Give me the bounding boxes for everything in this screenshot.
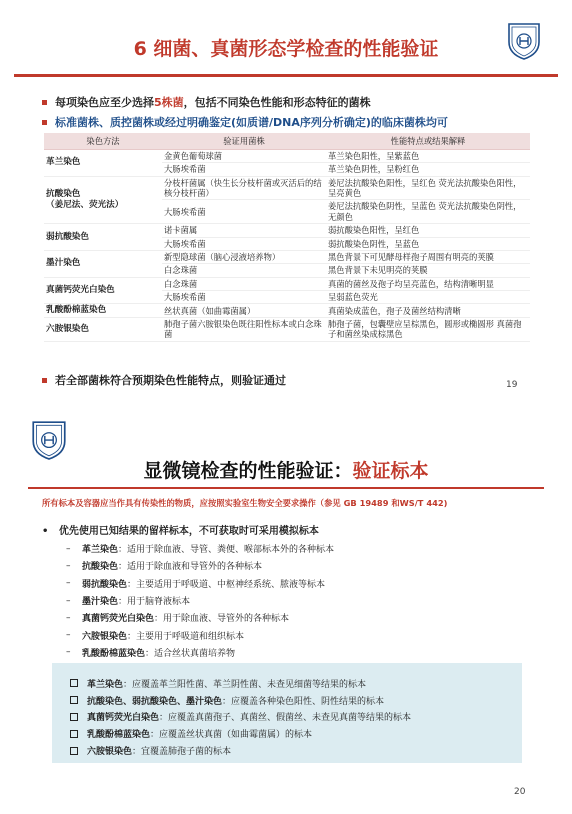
slide-20 xyxy=(0,405,572,814)
bullet-strain-source: 标准菌株、质控菌株或经过明确鉴定(如质谱/DNA序列分析确定)的临床菌株均可 xyxy=(42,114,448,130)
page-title: 显微镜检查的性能验证：验证标本 xyxy=(143,460,429,482)
list-item: – 墨汁染色 ：用于脑脊液标本 xyxy=(66,595,191,608)
title-divider xyxy=(14,74,558,77)
title-divider xyxy=(28,487,544,489)
table-header: 验证用菌株 xyxy=(162,133,326,150)
list-item: 抗酸染色、弱抗酸染色、墨汁染色 ：应覆盖各种染色阳性、阴性结果的标本 xyxy=(70,692,522,709)
specimen-type-list xyxy=(66,540,334,661)
list-item: – 六胺银染色 ：主要用于呼吸道和组织标本 xyxy=(66,630,245,642)
list-item: 乳酸酚棉蓝染色 ：应覆盖丝状真菌（如曲霉菌属）的标本 xyxy=(70,725,522,742)
method-cell: 乳酸酚棉蓝染色 xyxy=(44,304,162,318)
bullet-strain-count: 每项染色应至少选择5株菌，包括不同染色性能和形态特征的菌株 xyxy=(42,94,371,110)
method-cell: 革兰染色 xyxy=(44,150,162,177)
list-item: – 抗酸染色 ：适用于除血液和导管外的各种标本 xyxy=(66,560,263,573)
coverage-requirements-box xyxy=(52,663,522,763)
bullet-specimen-priority: • 优先使用已知结果的留样标本，不可获取时可采用模拟标本 xyxy=(42,526,319,537)
page-title: 6 细菌、真菌形态学检查的性能验证 xyxy=(133,38,439,60)
method-cell: 弱抗酸染色 xyxy=(44,224,162,251)
slide-19 xyxy=(0,0,572,405)
square-bullet-icon xyxy=(42,100,47,105)
table-header: 性能特点或结果解释 xyxy=(326,133,530,150)
checkbox-square-icon xyxy=(70,730,78,738)
table-row: 大肠埃希菌 革兰染色阴性，呈粉红色 xyxy=(44,163,530,176)
list-item: – 弱抗酸染色 ：主要适用于呼吸道、中枢神经系统、脓液等标本 xyxy=(66,578,326,590)
checkbox-square-icon xyxy=(70,747,78,755)
table-row: 大肠埃希菌 姜尼法抗酸染色阴性，呈蓝色 荧光法抗酸染色阴性，无颜色 xyxy=(44,200,530,224)
list-item: – 革兰染色 ：适用于除血液、导管、粪便、喉部标本外的各种标本 xyxy=(66,543,335,556)
table-row: 白念珠菌 黑色背景下未见明亮的荚膜 xyxy=(44,264,530,277)
square-bullet-icon xyxy=(42,120,47,125)
page-number: 20 xyxy=(514,787,526,797)
list-item: – 乳酸酚棉蓝染色 ：适合丝状真菌培养物 xyxy=(66,647,236,659)
biosafety-note: 所有标本及容器应当作具有传染性的物质，应按照实验室生物安全要求操作（参见 GB 19489 和WS/T 442) xyxy=(42,498,448,508)
checkbox-square-icon xyxy=(70,679,78,687)
list-item: 六胺银染色 ：宜覆盖肺孢子菌的标本 xyxy=(70,742,522,759)
table-row: 真菌钙荧光白染色 白念珠菌 真菌的菌丝及孢子均呈亮蓝色，结构清晰明显 xyxy=(44,277,530,290)
list-item: 真菌钙荧光白染色 ：应覆盖真菌孢子、真菌丝、假菌丝、未查见真菌等结果的标本 xyxy=(70,709,522,726)
table-header: 染色方法 xyxy=(44,133,162,150)
table-row: 大肠埃希菌 呈弱蓝色荧光 xyxy=(44,290,530,303)
staining-verification-table xyxy=(44,133,530,342)
square-bullet-icon xyxy=(42,378,47,383)
table-row: 墨汁染色 新型隐球菌（脑心浸液培养物） 黑色背景下可见酵母样孢子周围有明亮的荚膜 xyxy=(44,250,530,263)
list-item: 革兰染色 ：应覆盖革兰阳性菌、革兰阴性菌、未查见细菌等结果的标本 xyxy=(70,675,522,692)
table-row: 弱抗酸染色 诺卡菌属 弱抗酸染色阳性，呈红色 xyxy=(44,224,530,237)
bullet-pass-criteria: 若全部菌株符合预期染色性能特点，则验证通过 xyxy=(42,372,286,388)
method-cell: 真菌钙荧光白染色 xyxy=(44,277,162,304)
table-row: 抗酸染色 （姜尼法、荧光法） 分枝杆菌属（快生长分枝杆菌或灭活后的结核分枝杆菌） 姜尼法抗酸染色阳性，呈红色 荧光法抗酸染色阳性，呈亮黄色 xyxy=(44,176,530,200)
method-cell: 墨汁染色 xyxy=(44,250,162,277)
table-row: 大肠埃希菌 弱抗酸染色阴性，呈蓝色 xyxy=(44,237,530,250)
method-cell: 抗酸染色 （姜尼法、荧光法） xyxy=(44,176,162,223)
table-row: 乳酸酚棉蓝染色 丝状真菌（如曲霉菌属） 真菌染成蓝色，孢子及菌丝结构清晰 xyxy=(44,304,530,318)
checkbox-square-icon xyxy=(70,696,78,704)
table-row: 六胺银染色 肺孢子菌六胺银染色既往阳性标本或白念珠菌 肺孢子菌，包囊壁应呈棕黑色，圆形或椭圆形 真菌孢子和菌丝染成棕黑色 xyxy=(44,318,530,342)
page-number: 19 xyxy=(506,380,518,390)
list-item: – 真菌钙荧光白染色 ：用于除血液、导管外的各种标本 xyxy=(66,612,290,625)
method-cell: 六胺银染色 xyxy=(44,318,162,342)
table-row: 革兰染色 金黄色葡萄球菌 革兰染色阳性，呈紫蓝色 xyxy=(44,150,530,163)
institution-logo xyxy=(30,418,68,460)
checkbox-square-icon xyxy=(70,713,78,721)
